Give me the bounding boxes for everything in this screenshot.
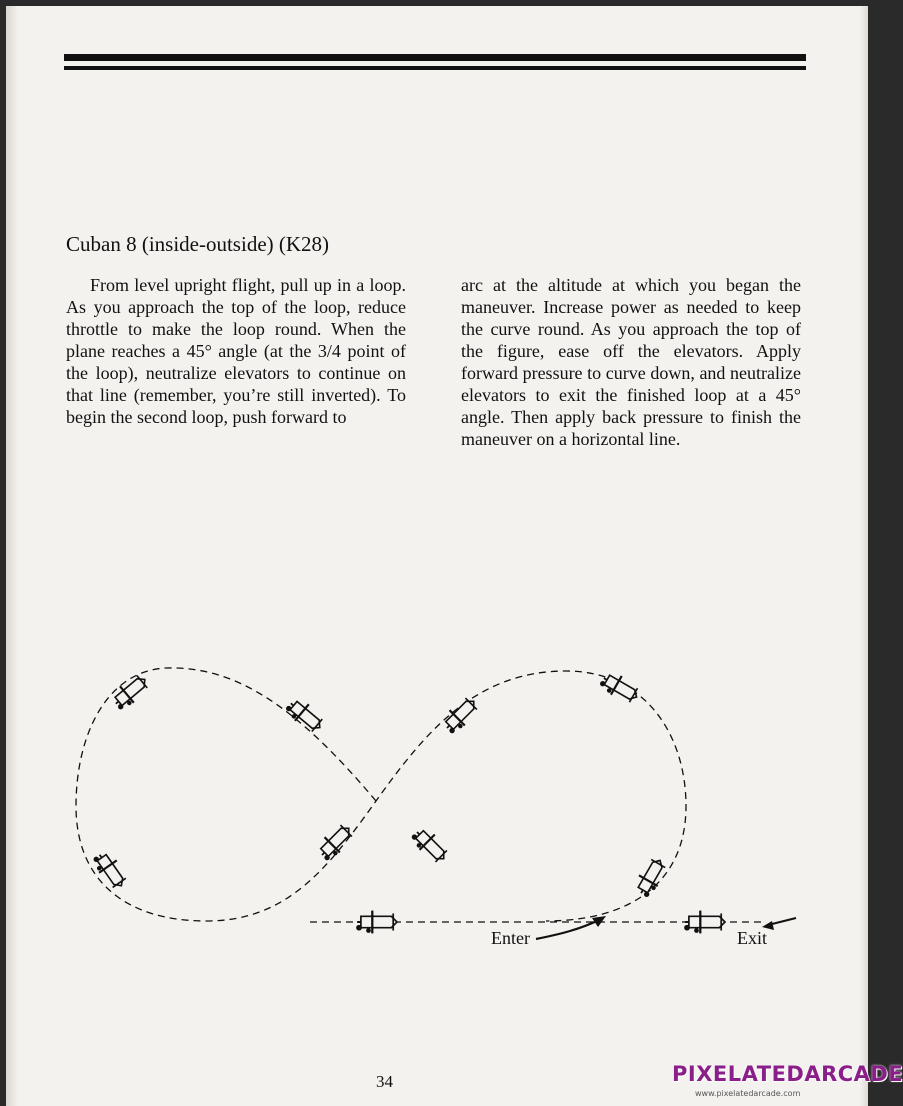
header-rule-thick [64,54,806,61]
right-column [461,274,801,450]
watermark-url: www.pixelatedarcade.com [695,1089,801,1098]
airplane-icon [314,821,357,864]
watermark-logo: PIXELATEDARCADE [672,1062,903,1086]
flight-path [76,668,686,921]
airplane-icon [409,824,452,867]
header-rule-thin [64,66,806,70]
section-heading: Cuban 8 (inside-outside) (K28) [66,232,330,256]
enter-label: Enter [491,928,530,948]
airplane-icon [90,848,130,892]
airplane-icon [598,668,642,706]
cuban-8-diagram [6,646,868,976]
exit-label: Exit [737,928,767,948]
left-column [66,274,406,428]
right-paragraph: arc at the altitude at which you began the maneuver. Increase power as needed to keep the curve round. As you approach the top of the figure, ease off the elevators. Apply forward pressure to curve down, and neutralize elevators to exit the finished loop at a 45° angle. Then apply back pressure to finish the maneuver on a horizontal line. [461,275,801,449]
document-page [6,6,868,1106]
left-paragraph: From level upright flight, pull up in a loop. As you approach the top of the loop, reduce throttle to make the loop round. When the plane reaches a 45° angle (at the 3/4 point of the loop), neutralize elevators to continue on that line (remember, you’re still inverted). To begin the second loop, push forward to [66,275,406,427]
page-number: 34 [376,1072,393,1091]
airplane-icon [108,671,152,712]
airplane-icon [283,694,327,735]
airplane-icon [439,694,482,737]
airplane-icon [356,911,397,934]
airplane-icon [684,911,725,934]
